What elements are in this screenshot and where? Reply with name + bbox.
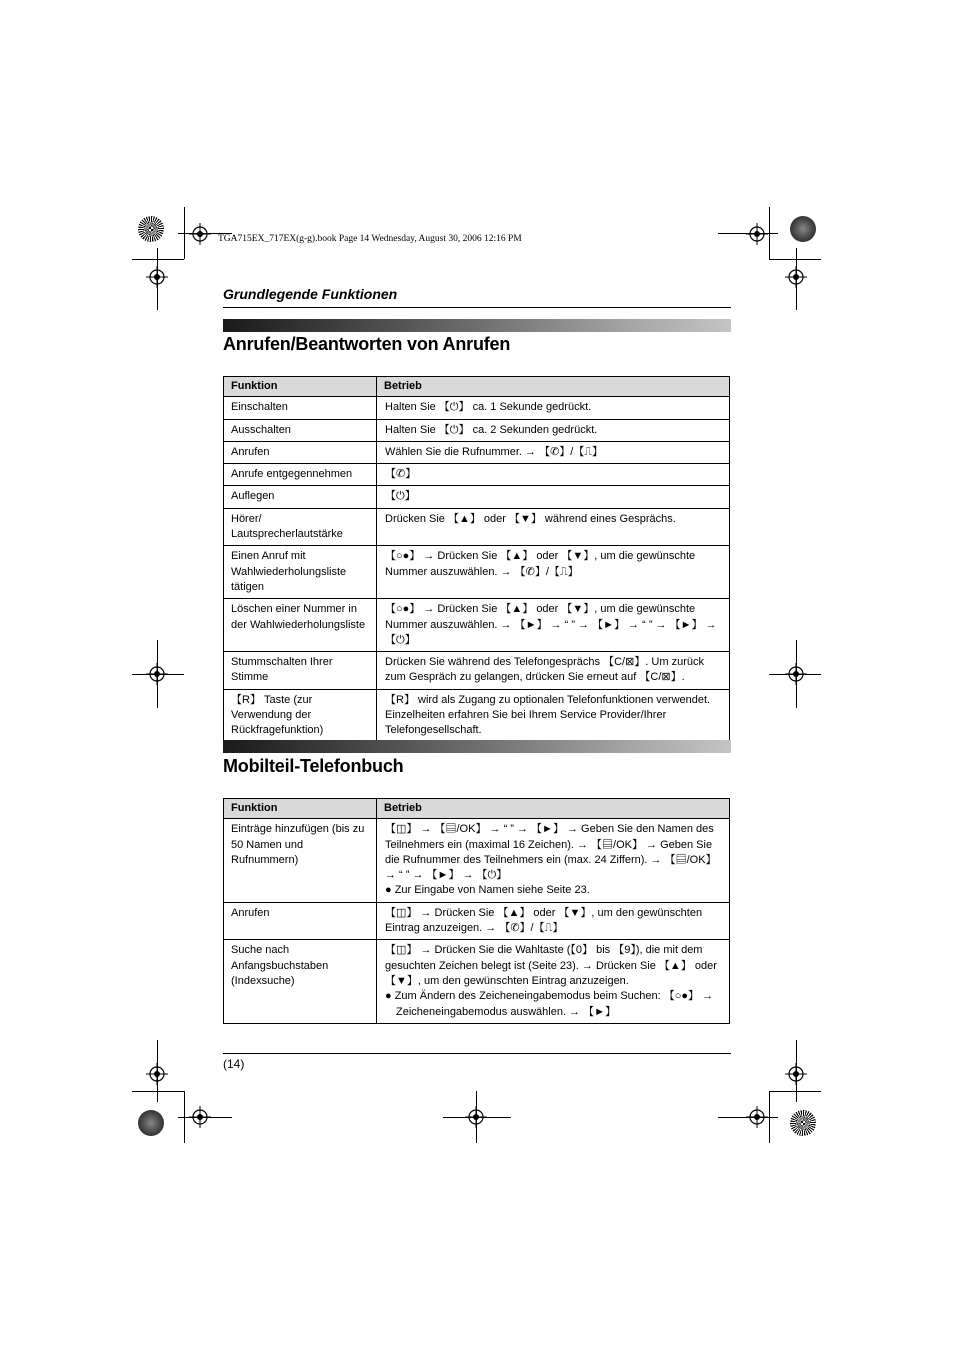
- table-row: [224, 486, 730, 508]
- registration-mark-icon: [785, 1063, 807, 1085]
- operation-cell: 【R】 wird als Zugang zu optionalen Telefonfunktionen verwendet. Einzelheiten erfahren Sie bei Ihrem Service Provider/Ihrer Telefongesellschaft.: [377, 689, 730, 742]
- operation-note: ● Zur Eingabe von Namen siehe Seite 23.: [385, 884, 590, 897]
- operation-text: 【◫】 → 【▤/OK】 → “ ” → 【►】 → Geben Sie den Namen des Teilnehmers ein (maximal 16 Zeichen). → 【▤/OK】 → Geben Sie die Rufnummer des Teilnehmers ein (max. 24 Ziffern). → 【▤/OK】 → “ ” → 【►】 → 【⏻】: [385, 823, 717, 882]
- registration-mark-icon: [785, 663, 807, 685]
- table-header-row: [224, 799, 730, 819]
- function-cell: Einschalten: [224, 397, 377, 419]
- calls-table: [223, 376, 730, 743]
- color-target-disc-icon: [790, 216, 816, 242]
- registration-mark-icon: [146, 266, 168, 288]
- col-header-operation: Betrieb: [377, 799, 730, 819]
- function-cell: Anrufen: [224, 441, 377, 463]
- operation-cell: Halten Sie 【⏻】 ca. 2 Sekunden gedrückt.: [377, 419, 730, 441]
- operation-cell: 【⏻】: [377, 486, 730, 508]
- color-target-starburst-icon: [790, 1110, 816, 1136]
- operation-note: ● Zum Ändern des Zeicheneingabemodus beim Suchen: 【○●】 → Zeicheneingabemodus auswählen. → 【►】: [385, 990, 714, 1018]
- running-head: Grundlegende Funktionen: [223, 286, 398, 302]
- operation-cell: Halten Sie 【⏻】 ca. 1 Sekunde gedrückt.: [377, 397, 730, 419]
- function-cell: 【R】 Taste (zur Verwendung der Rückfragefunktion): [224, 689, 377, 742]
- operation-text: 【◫】 → Drücken Sie die Wahltaste (【0】 bis 【9】), die mit dem gesuchten Zeichen belegt ist (Seite 23). → Drücken Sie 【▲】 oder 【▼】, um den gewünschten Eintrag anzuzeigen.: [385, 944, 717, 987]
- table-row: [224, 508, 730, 546]
- table-row: [224, 940, 730, 1023]
- operation-cell: Drücken Sie 【▲】 oder 【▼】 während eines Gesprächs.: [377, 508, 730, 546]
- operation-cell: 【○●】 → Drücken Sie 【▲】 oder 【▼】, um die gewünschte Nummer auszuwählen. → 【►】 → “ ” → 【►】 → “ ” → 【►】 → 【⏻】: [377, 599, 730, 652]
- function-cell: Anrufen: [224, 902, 377, 940]
- page-number: (14): [223, 1057, 245, 1071]
- registration-mark-icon: [146, 1063, 168, 1085]
- table-row: [224, 652, 730, 690]
- table-row: [224, 546, 730, 599]
- function-cell: Löschen einer Nummer in der Wahlwiederholungsliste: [224, 599, 377, 652]
- table-header-row: [224, 377, 730, 397]
- function-cell: Suche nach Anfangsbuchstaben (Indexsuche): [224, 940, 377, 1023]
- registration-mark-icon: [785, 266, 807, 288]
- function-cell: Einen Anruf mit Wahlwiederholungsliste tätigen: [224, 546, 377, 599]
- function-cell: Hörer/ Lautsprecherlautstärke: [224, 508, 377, 546]
- color-target-disc-icon: [138, 1110, 164, 1136]
- table-row: [224, 599, 730, 652]
- table-row: [224, 419, 730, 441]
- operation-cell: [377, 819, 730, 902]
- phonebook-table: [223, 798, 730, 1024]
- color-target-starburst-icon: [138, 216, 164, 242]
- registration-mark-icon: [746, 1106, 768, 1128]
- section-bar: [223, 319, 731, 332]
- registration-mark-icon: [746, 223, 768, 245]
- operation-cell: [377, 940, 730, 1023]
- section-title-calls: Anrufen/Beantworten von Anrufen: [223, 334, 511, 354]
- footer-rule: [223, 1053, 731, 1054]
- operation-cell: 【○●】 → Drücken Sie 【▲】 oder 【▼】, um die gewünschte Nummer auszuwählen. → 【✆】/【⎍】: [377, 546, 730, 599]
- table-row: [224, 441, 730, 463]
- operation-cell: 【✆】: [377, 464, 730, 486]
- section-title-phonebook: Mobilteil-Telefonbuch: [223, 756, 404, 776]
- file-info: TGA715EX_717EX(g-g).book Page 14 Wednesday, August 30, 2006 12:16 PM: [218, 234, 522, 244]
- table-row: [224, 902, 730, 940]
- registration-mark-icon: [146, 663, 168, 685]
- col-header-operation: Betrieb: [377, 377, 730, 397]
- col-header-function: Funktion: [224, 377, 377, 397]
- operation-cell: 【◫】 → Drücken Sie 【▲】 oder 【▼】, um den gewünschten Eintrag anzuzeigen. → 【✆】/【⎍】: [377, 902, 730, 940]
- operation-cell: Wählen Sie die Rufnummer. → 【✆】/【⎍】: [377, 441, 730, 463]
- registration-mark-icon: [465, 1106, 487, 1128]
- registration-mark-icon: [189, 223, 211, 245]
- function-cell: Anrufe entgegennehmen: [224, 464, 377, 486]
- registration-mark-icon: [189, 1106, 211, 1128]
- table-row: [224, 819, 730, 902]
- table-row: [224, 464, 730, 486]
- table-row: [224, 397, 730, 419]
- section-bar: [223, 740, 731, 753]
- col-header-function: Funktion: [224, 799, 377, 819]
- header-rule: [223, 307, 731, 308]
- function-cell: Einträge hinzufügen (bis zu 50 Namen und Rufnummern): [224, 819, 377, 902]
- function-cell: Auflegen: [224, 486, 377, 508]
- operation-cell: Drücken Sie während des Telefongesprächs 【C/⊠】. Um zurück zum Gespräch zu gelangen, drücken Sie erneut auf 【C/⊠】.: [377, 652, 730, 690]
- function-cell: Stummschalten Ihrer Stimme: [224, 652, 377, 690]
- table-row: [224, 689, 730, 742]
- function-cell: Ausschalten: [224, 419, 377, 441]
